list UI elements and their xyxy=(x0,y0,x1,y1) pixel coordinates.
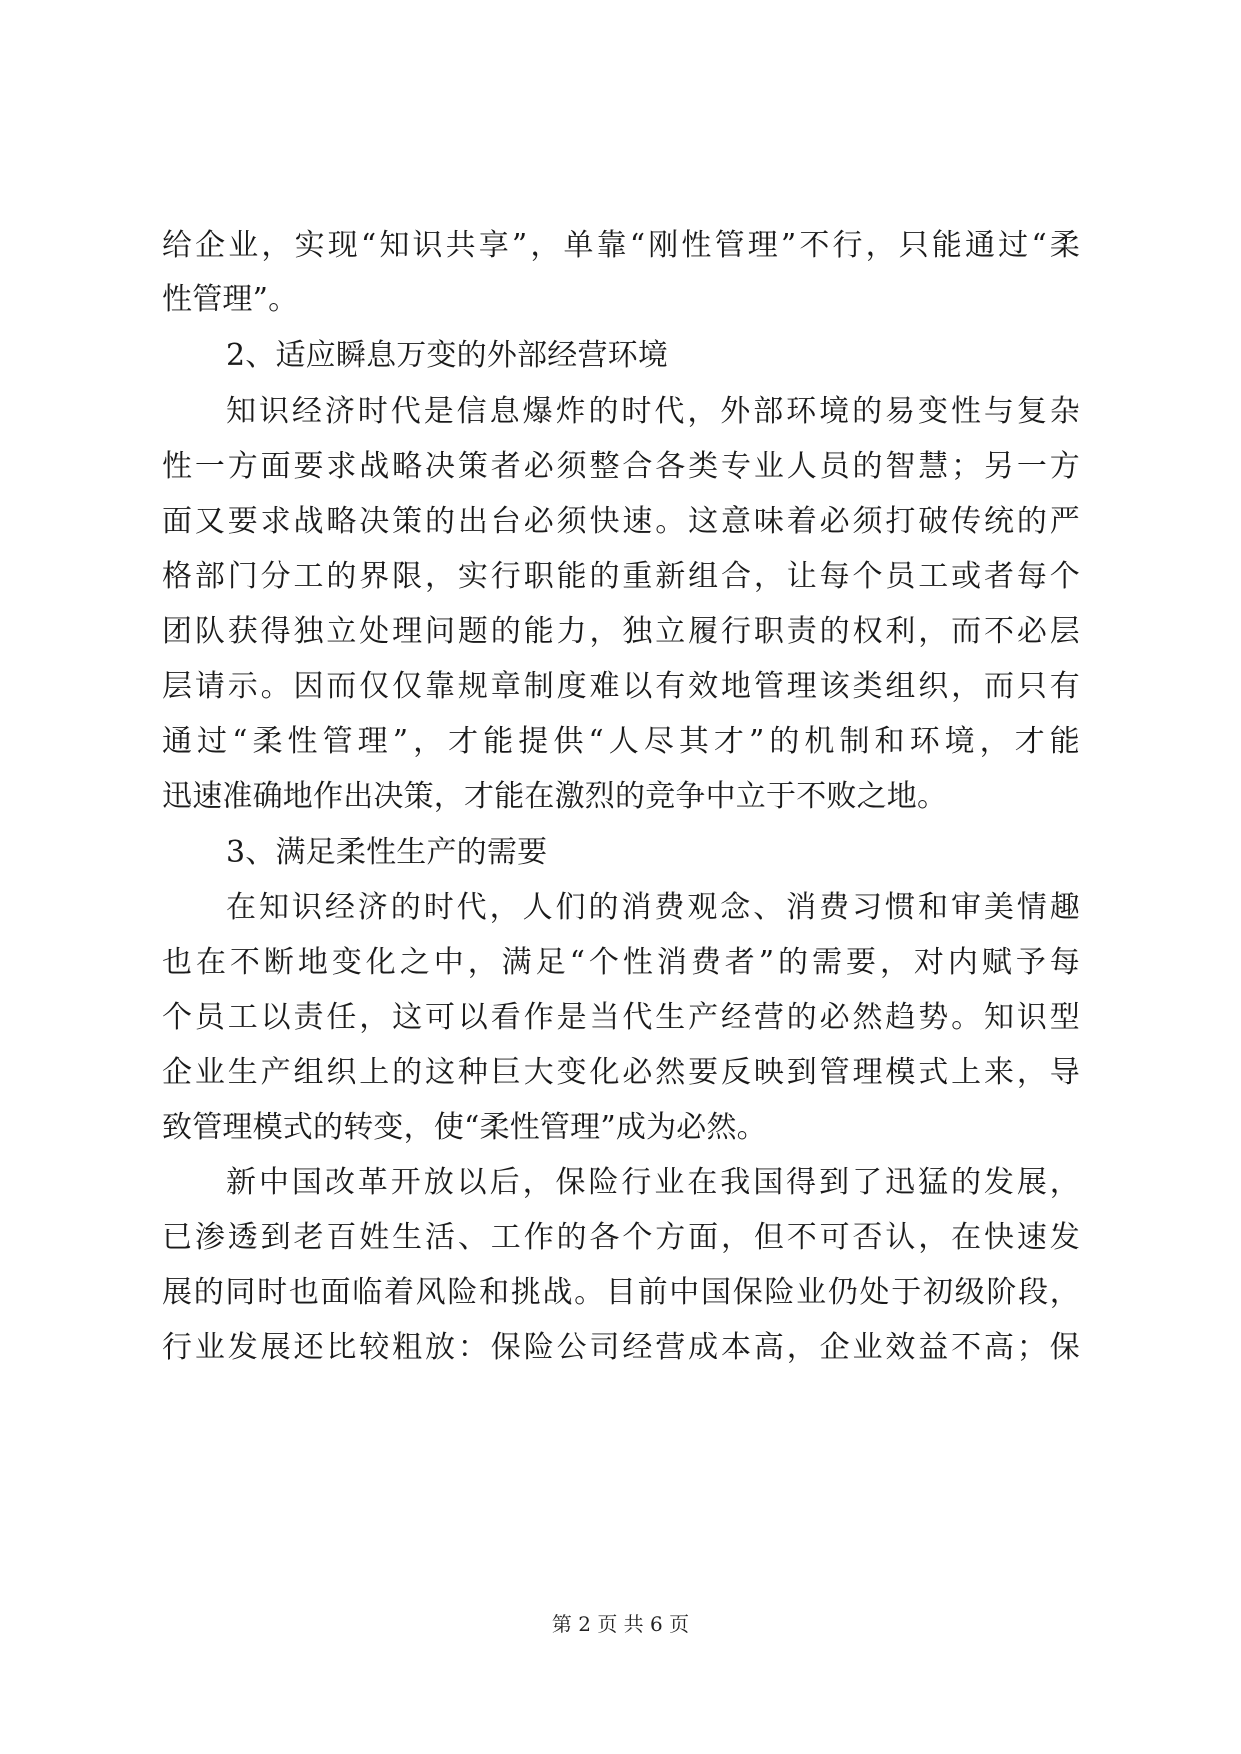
text-line: 展的同时也面临着风险和挑战。目前中国保险业仍处于初级阶段， xyxy=(162,1275,1080,1310)
text-line: 也在不断地变化之中，满足“个性消费者”的需要，对内赋予每 xyxy=(162,945,1080,980)
section-heading: 2、适应瞬息万变的外部经营环境 xyxy=(226,338,669,373)
text-line: 已渗透到老百姓生活、工作的各个方面，但不可否认，在快速发 xyxy=(162,1220,1080,1255)
text-line: 在知识经济的时代，人们的消费观念、消费习惯和审美情趣 xyxy=(226,890,1080,925)
text-line: 企业生产组织上的这种巨大变化必然要反映到管理模式上来，导 xyxy=(162,1055,1080,1090)
page-number: 第 2 页 共 6 页 xyxy=(551,1612,690,1636)
text-line: 给企业，实现“知识共享”，单靠“刚性管理”不行，只能通过“柔 xyxy=(162,228,1080,263)
text-line: 团队获得独立处理问题的能力，独立履行职责的权利，而不必层 xyxy=(162,614,1080,649)
text-line: 格部门分工的界限，实行职能的重新组合，让每个员工或者每个 xyxy=(162,559,1080,594)
text-line: 个员工以责任，这可以看作是当代生产经营的必然趋势。知识型 xyxy=(162,1000,1080,1035)
text-line: 迅速准确地作出决策，才能在激烈的竞争中立于不败之地。 xyxy=(162,779,948,814)
text-line: 知识经济时代是信息爆炸的时代，外部环境的易变性与复杂 xyxy=(226,394,1080,429)
text-line: 通过“柔性管理”，才能提供“人尽其才”的机制和环境，才能 xyxy=(162,724,1080,759)
text-line: 面又要求战略决策的出台必须快速。这意味着必须打破传统的严 xyxy=(162,504,1080,539)
text-line: 新中国改革开放以后，保险行业在我国得到了迅猛的发展， xyxy=(226,1165,1080,1200)
text-line: 行业发展还比较粗放：保险公司经营成本高，企业效益不高；保 xyxy=(162,1330,1080,1365)
text-line: 性管理”。 xyxy=(162,282,299,317)
text-line: 性一方面要求战略决策者必须整合各类专业人员的智慧；另一方 xyxy=(162,449,1080,484)
text-line: 层请示。因而仅仅靠规章制度难以有效地管理该类组织，而只有 xyxy=(162,669,1080,704)
section-heading: 3、满足柔性生产的需要 xyxy=(226,835,548,870)
text-line: 致管理模式的转变，使“柔性管理”成为必然。 xyxy=(162,1110,767,1145)
